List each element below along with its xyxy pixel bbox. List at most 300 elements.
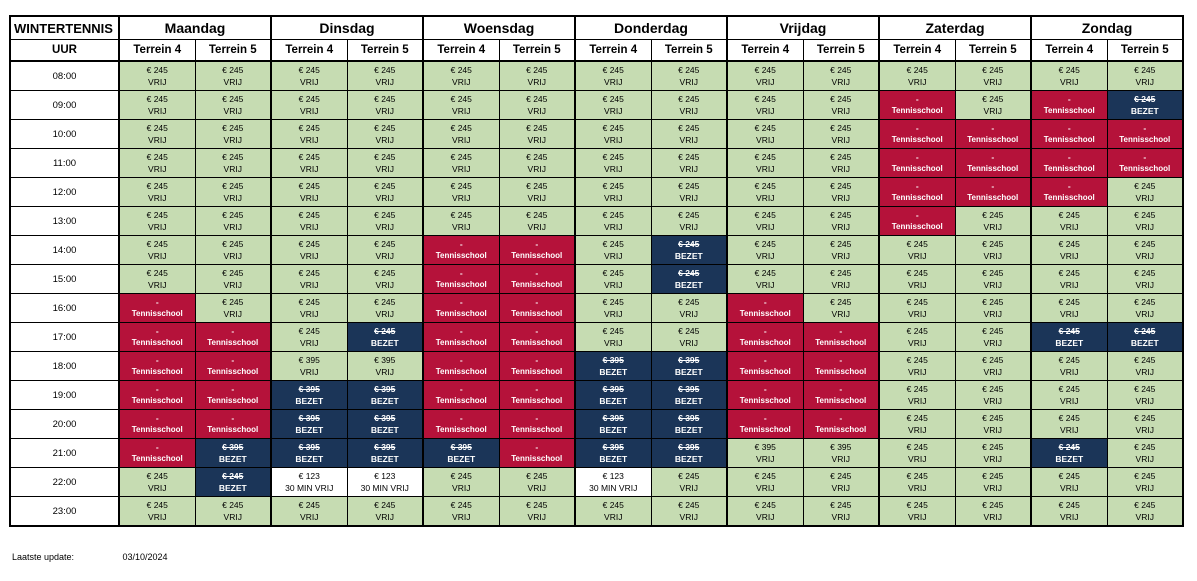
slot-cell[interactable] xyxy=(423,294,499,323)
slot-cell[interactable] xyxy=(423,178,499,207)
slot-cell[interactable] xyxy=(1031,207,1107,236)
slot-status: Tennisschool xyxy=(967,164,1019,173)
slot-cell[interactable] xyxy=(195,178,271,207)
slot-cell[interactable] xyxy=(119,352,195,381)
slot-cell[interactable] xyxy=(879,236,955,265)
slot-cell[interactable] xyxy=(651,178,727,207)
slot-cell[interactable] xyxy=(499,294,575,323)
slot-cell[interactable] xyxy=(499,149,575,178)
slot-cell[interactable] xyxy=(195,61,271,91)
slot-cell[interactable] xyxy=(727,439,803,468)
table-row xyxy=(10,207,1183,236)
slot-price: € 245 xyxy=(374,93,396,104)
slot-cell[interactable] xyxy=(195,323,271,352)
slot-cell[interactable] xyxy=(423,149,499,178)
slot-cell[interactable] xyxy=(271,120,347,149)
slot-status: VRIJ xyxy=(300,280,319,290)
slot-cell[interactable] xyxy=(575,323,651,352)
slot-cell[interactable] xyxy=(195,207,271,236)
slot-cell[interactable] xyxy=(347,381,423,410)
slot-cell[interactable] xyxy=(1107,439,1183,468)
slot-status: VRIJ xyxy=(527,164,546,174)
slot-cell[interactable] xyxy=(879,468,955,497)
slot-cell[interactable] xyxy=(499,410,575,439)
slot-cell[interactable] xyxy=(499,323,575,352)
slot-cell[interactable] xyxy=(347,439,423,468)
slot-cell[interactable] xyxy=(1107,178,1183,207)
slot-cell[interactable] xyxy=(575,61,651,91)
slot-cell[interactable] xyxy=(803,439,879,468)
slot-cell[interactable] xyxy=(499,91,575,120)
slot-cell[interactable] xyxy=(119,294,195,323)
slot-cell[interactable] xyxy=(423,439,499,468)
slot-status: BEZET xyxy=(295,425,324,435)
slot-cell[interactable] xyxy=(575,207,651,236)
slot-cell[interactable] xyxy=(271,439,347,468)
slot-cell[interactable] xyxy=(803,61,879,91)
slot-price: € 245 xyxy=(602,151,624,162)
slot-price: € 245 xyxy=(146,180,168,191)
slot-cell[interactable] xyxy=(803,149,879,178)
slot-cell[interactable] xyxy=(879,265,955,294)
slot-status: VRIJ xyxy=(1135,512,1154,522)
table-row xyxy=(10,497,1183,527)
slot-cell[interactable] xyxy=(347,265,423,294)
slot-cell[interactable] xyxy=(423,265,499,294)
slot-cell[interactable] xyxy=(1107,207,1183,236)
slot-cell[interactable] xyxy=(271,323,347,352)
slot-cell[interactable] xyxy=(879,178,955,207)
slot-price: € 395 xyxy=(754,441,776,452)
slot-price: - xyxy=(155,296,159,307)
slot-cell[interactable] xyxy=(347,323,423,352)
slot-cell[interactable] xyxy=(803,468,879,497)
slot-cell[interactable] xyxy=(347,178,423,207)
slot-cell[interactable] xyxy=(499,468,575,497)
slot-cell[interactable] xyxy=(955,265,1031,294)
slot-cell[interactable] xyxy=(271,381,347,410)
slot-price: € 245 xyxy=(754,267,776,278)
slot-cell[interactable] xyxy=(1031,120,1107,149)
court-header: Terrein 5 xyxy=(347,40,423,62)
slot-cell[interactable] xyxy=(879,207,955,236)
slot-cell[interactable] xyxy=(575,120,651,149)
slot-cell[interactable] xyxy=(1107,410,1183,439)
slot-cell[interactable] xyxy=(955,468,1031,497)
slot-cell[interactable] xyxy=(955,497,1031,527)
slot-cell[interactable] xyxy=(575,236,651,265)
slot-price: - xyxy=(231,383,235,394)
slot-cell[interactable] xyxy=(499,352,575,381)
slot-cell[interactable] xyxy=(575,410,651,439)
slot-cell[interactable] xyxy=(119,439,195,468)
slot-status: VRIJ xyxy=(679,309,698,319)
slot-cell[interactable] xyxy=(879,352,955,381)
slot-status: VRIJ xyxy=(983,280,1002,290)
slot-cell[interactable] xyxy=(727,352,803,381)
court-header: Terrein 5 xyxy=(195,40,271,62)
slot-cell[interactable] xyxy=(803,207,879,236)
slot-cell[interactable] xyxy=(423,207,499,236)
slot-status: VRIJ xyxy=(1135,396,1154,406)
slot-cell[interactable] xyxy=(119,323,195,352)
slot-cell[interactable] xyxy=(1031,265,1107,294)
slot-cell[interactable] xyxy=(803,120,879,149)
slot-cell[interactable] xyxy=(879,323,955,352)
slot-price: € 395 xyxy=(602,383,624,394)
slot-cell[interactable] xyxy=(195,120,271,149)
slot-cell[interactable] xyxy=(271,468,347,497)
slot-cell[interactable] xyxy=(499,265,575,294)
slot-cell[interactable] xyxy=(575,91,651,120)
slot-cell[interactable] xyxy=(1031,352,1107,381)
slot-status: Tennisschool xyxy=(891,193,943,202)
slot-cell[interactable] xyxy=(347,294,423,323)
slot-cell[interactable] xyxy=(651,61,727,91)
slot-cell[interactable] xyxy=(271,91,347,120)
slot-cell[interactable] xyxy=(1031,381,1107,410)
slot-cell[interactable] xyxy=(119,120,195,149)
slot-cell[interactable] xyxy=(423,323,499,352)
slot-status: VRIJ xyxy=(300,309,319,319)
slot-cell[interactable] xyxy=(119,149,195,178)
slot-price: € 395 xyxy=(678,383,700,394)
slot-cell[interactable] xyxy=(575,294,651,323)
slot-status: VRIJ xyxy=(908,454,927,464)
slot-cell[interactable] xyxy=(1031,468,1107,497)
slot-cell[interactable] xyxy=(1107,120,1183,149)
slot-cell[interactable] xyxy=(119,207,195,236)
slot-status: VRIJ xyxy=(1135,367,1154,377)
slot-cell[interactable] xyxy=(195,294,271,323)
slot-cell[interactable] xyxy=(499,120,575,149)
slot-cell[interactable] xyxy=(955,439,1031,468)
slot-cell[interactable] xyxy=(423,61,499,91)
slot-cell[interactable] xyxy=(271,265,347,294)
slot-cell[interactable] xyxy=(955,91,1031,120)
slot-cell[interactable] xyxy=(1031,439,1107,468)
slot-price: € 245 xyxy=(602,325,624,336)
slot-cell[interactable] xyxy=(727,381,803,410)
slot-cell[interactable] xyxy=(803,381,879,410)
slot-cell[interactable] xyxy=(803,352,879,381)
slot-cell[interactable] xyxy=(651,439,727,468)
slot-cell[interactable] xyxy=(575,178,651,207)
slot-cell[interactable] xyxy=(347,410,423,439)
slot-cell[interactable] xyxy=(575,265,651,294)
slot-cell[interactable] xyxy=(1031,410,1107,439)
slot-cell[interactable] xyxy=(1107,149,1183,178)
slot-price: € 245 xyxy=(222,209,244,220)
slot-status: VRIJ xyxy=(831,222,850,232)
slot-price: - xyxy=(535,267,539,278)
slot-cell[interactable] xyxy=(1031,294,1107,323)
slot-cell[interactable] xyxy=(1107,236,1183,265)
slot-cell[interactable] xyxy=(955,178,1031,207)
slot-cell[interactable] xyxy=(271,294,347,323)
slot-cell[interactable] xyxy=(803,410,879,439)
slot-cell[interactable] xyxy=(803,236,879,265)
slot-cell[interactable] xyxy=(955,381,1031,410)
slot-price: € 245 xyxy=(602,238,624,249)
slot-status: VRIJ xyxy=(756,483,775,493)
slot-cell[interactable] xyxy=(879,149,955,178)
slot-price: - xyxy=(915,122,919,133)
slot-cell[interactable] xyxy=(727,207,803,236)
slot-cell[interactable] xyxy=(195,468,271,497)
slot-cell[interactable] xyxy=(195,439,271,468)
slot-cell[interactable] xyxy=(651,294,727,323)
slot-price: € 245 xyxy=(906,64,928,75)
slot-status: VRIJ xyxy=(1060,222,1079,232)
slot-price: € 245 xyxy=(1134,93,1156,104)
slot-cell[interactable] xyxy=(1107,294,1183,323)
slot-cell[interactable] xyxy=(1107,61,1183,91)
slot-cell[interactable] xyxy=(1107,352,1183,381)
slot-cell[interactable] xyxy=(119,61,195,91)
slot-cell[interactable] xyxy=(727,497,803,527)
slot-cell[interactable] xyxy=(195,91,271,120)
slot-cell[interactable] xyxy=(879,410,955,439)
slot-price: - xyxy=(459,325,463,336)
slot-price: € 245 xyxy=(906,296,928,307)
slot-status: VRIJ xyxy=(604,222,623,232)
slot-cell[interactable] xyxy=(347,207,423,236)
slot-status: VRIJ xyxy=(908,396,927,406)
slot-cell[interactable] xyxy=(651,323,727,352)
slot-status: VRIJ xyxy=(679,106,698,116)
slot-cell[interactable] xyxy=(271,497,347,527)
slot-status: VRIJ xyxy=(223,251,242,261)
slot-cell[interactable] xyxy=(1031,178,1107,207)
slot-cell[interactable] xyxy=(651,149,727,178)
slot-cell[interactable] xyxy=(955,61,1031,91)
slot-cell[interactable] xyxy=(1031,497,1107,527)
slot-cell[interactable] xyxy=(347,352,423,381)
slot-price: € 245 xyxy=(374,267,396,278)
slot-price: - xyxy=(1143,151,1147,162)
slot-cell[interactable] xyxy=(195,352,271,381)
slot-cell[interactable] xyxy=(499,178,575,207)
slot-cell[interactable] xyxy=(651,410,727,439)
slot-cell[interactable] xyxy=(727,323,803,352)
slot-cell[interactable] xyxy=(347,497,423,527)
slot-cell[interactable] xyxy=(955,149,1031,178)
slot-cell[interactable] xyxy=(499,497,575,527)
slot-cell[interactable] xyxy=(727,236,803,265)
slot-cell[interactable] xyxy=(651,91,727,120)
slot-status: VRIJ xyxy=(756,135,775,145)
slot-status: BEZET xyxy=(370,338,399,348)
slot-cell[interactable] xyxy=(803,178,879,207)
slot-status: VRIJ xyxy=(223,106,242,116)
slot-cell[interactable] xyxy=(955,120,1031,149)
slot-cell[interactable] xyxy=(423,410,499,439)
slot-price: € 395 xyxy=(298,354,320,365)
slot-status: Tennisschool xyxy=(891,135,943,144)
slot-cell[interactable] xyxy=(119,497,195,527)
slot-price: € 245 xyxy=(678,499,700,510)
slot-cell[interactable] xyxy=(727,120,803,149)
slot-cell[interactable] xyxy=(1107,323,1183,352)
slot-cell[interactable] xyxy=(1031,149,1107,178)
slot-status: VRIJ xyxy=(148,193,167,203)
slot-cell[interactable] xyxy=(423,91,499,120)
slot-cell[interactable] xyxy=(423,497,499,527)
slot-cell[interactable] xyxy=(803,323,879,352)
slot-cell[interactable] xyxy=(1031,236,1107,265)
slot-price: - xyxy=(763,412,767,423)
slot-cell[interactable] xyxy=(575,497,651,527)
slot-cell[interactable] xyxy=(119,265,195,294)
table-row xyxy=(10,439,1183,468)
slot-cell[interactable] xyxy=(955,410,1031,439)
slot-price: - xyxy=(1067,93,1071,104)
slot-status: VRIJ xyxy=(375,367,394,377)
slot-cell[interactable] xyxy=(1107,381,1183,410)
slot-cell[interactable] xyxy=(119,410,195,439)
slot-cell[interactable] xyxy=(727,410,803,439)
slot-cell[interactable] xyxy=(575,381,651,410)
slot-cell[interactable] xyxy=(879,439,955,468)
slot-cell[interactable] xyxy=(1031,91,1107,120)
slot-cell[interactable] xyxy=(727,178,803,207)
slot-status: VRIJ xyxy=(604,135,623,145)
slot-price: € 245 xyxy=(1058,64,1080,75)
slot-cell[interactable] xyxy=(347,91,423,120)
slot-status: VRIJ xyxy=(831,280,850,290)
slot-cell[interactable] xyxy=(119,178,195,207)
slot-cell[interactable] xyxy=(955,236,1031,265)
slot-cell[interactable] xyxy=(347,61,423,91)
slot-cell[interactable] xyxy=(651,497,727,527)
slot-status: BEZET xyxy=(447,454,476,464)
slot-price: € 245 xyxy=(754,93,776,104)
slot-cell[interactable] xyxy=(195,236,271,265)
slot-cell[interactable] xyxy=(727,61,803,91)
slot-cell[interactable] xyxy=(347,149,423,178)
slot-cell[interactable] xyxy=(651,265,727,294)
slot-price: € 245 xyxy=(222,93,244,104)
slot-cell[interactable] xyxy=(575,149,651,178)
slot-cell[interactable] xyxy=(955,294,1031,323)
slot-price: - xyxy=(1067,122,1071,133)
slot-cell[interactable] xyxy=(195,149,271,178)
slot-cell[interactable] xyxy=(651,381,727,410)
slot-cell[interactable] xyxy=(879,61,955,91)
slot-price: € 245 xyxy=(450,470,472,481)
slot-cell[interactable] xyxy=(499,61,575,91)
slot-cell[interactable] xyxy=(499,439,575,468)
slot-cell[interactable] xyxy=(499,207,575,236)
slot-cell[interactable] xyxy=(955,323,1031,352)
court-header: Terrein 4 xyxy=(423,40,499,62)
slot-cell[interactable] xyxy=(727,149,803,178)
slot-price: - xyxy=(535,238,539,249)
slot-cell[interactable] xyxy=(727,468,803,497)
slot-cell[interactable] xyxy=(651,468,727,497)
slot-cell[interactable] xyxy=(651,236,727,265)
slot-status: Tennisschool xyxy=(511,425,563,434)
slot-cell[interactable] xyxy=(347,236,423,265)
slot-cell[interactable] xyxy=(1107,468,1183,497)
slot-cell[interactable] xyxy=(271,178,347,207)
slot-cell[interactable] xyxy=(803,91,879,120)
slot-cell[interactable] xyxy=(271,149,347,178)
slot-cell[interactable] xyxy=(575,352,651,381)
day-header-donderdag: Donderdag xyxy=(575,16,727,40)
slot-cell[interactable] xyxy=(423,120,499,149)
slot-price: € 395 xyxy=(602,354,624,365)
slot-cell[interactable] xyxy=(271,410,347,439)
slot-cell[interactable] xyxy=(271,236,347,265)
slot-cell[interactable] xyxy=(955,352,1031,381)
slot-cell[interactable] xyxy=(803,294,879,323)
slot-cell[interactable] xyxy=(651,352,727,381)
slot-price: € 245 xyxy=(982,383,1004,394)
slot-cell[interactable] xyxy=(499,236,575,265)
slot-cell[interactable] xyxy=(575,468,651,497)
slot-price: € 245 xyxy=(602,93,624,104)
slot-cell[interactable] xyxy=(727,294,803,323)
slot-cell[interactable] xyxy=(119,468,195,497)
slot-status: VRIJ xyxy=(148,222,167,232)
slot-cell[interactable] xyxy=(1107,265,1183,294)
slot-cell[interactable] xyxy=(119,91,195,120)
slot-cell[interactable] xyxy=(1107,497,1183,527)
slot-cell[interactable] xyxy=(195,381,271,410)
schedule-body xyxy=(10,61,1183,526)
slot-cell[interactable] xyxy=(955,207,1031,236)
slot-cell[interactable] xyxy=(195,410,271,439)
slot-cell[interactable] xyxy=(803,497,879,527)
slot-price: € 245 xyxy=(1134,267,1156,278)
slot-cell[interactable] xyxy=(1031,323,1107,352)
slot-cell[interactable] xyxy=(727,265,803,294)
slot-cell[interactable] xyxy=(879,294,955,323)
slot-cell[interactable] xyxy=(879,120,955,149)
slot-cell[interactable] xyxy=(119,236,195,265)
slot-cell[interactable] xyxy=(1031,61,1107,91)
slot-cell[interactable] xyxy=(195,497,271,527)
slot-cell[interactable] xyxy=(879,381,955,410)
slot-cell[interactable] xyxy=(1107,91,1183,120)
slot-cell[interactable] xyxy=(575,439,651,468)
slot-cell[interactable] xyxy=(423,236,499,265)
slot-cell[interactable] xyxy=(347,120,423,149)
table-row xyxy=(10,323,1183,352)
slot-price: € 245 xyxy=(830,180,852,191)
slot-cell[interactable] xyxy=(423,381,499,410)
slot-cell[interactable] xyxy=(347,468,423,497)
slot-cell[interactable] xyxy=(879,497,955,527)
slot-cell[interactable] xyxy=(271,352,347,381)
slot-cell[interactable] xyxy=(423,352,499,381)
slot-status: Tennisschool xyxy=(131,396,183,405)
slot-cell[interactable] xyxy=(271,207,347,236)
slot-cell[interactable] xyxy=(271,61,347,91)
slot-cell[interactable] xyxy=(879,91,955,120)
slot-cell[interactable] xyxy=(119,381,195,410)
slot-status: BEZET xyxy=(674,367,703,377)
slot-cell[interactable] xyxy=(195,265,271,294)
slot-cell[interactable] xyxy=(651,120,727,149)
slot-cell[interactable] xyxy=(423,468,499,497)
slot-cell[interactable] xyxy=(803,265,879,294)
slot-cell[interactable] xyxy=(651,207,727,236)
slot-cell[interactable] xyxy=(727,91,803,120)
slot-cell[interactable] xyxy=(499,381,575,410)
